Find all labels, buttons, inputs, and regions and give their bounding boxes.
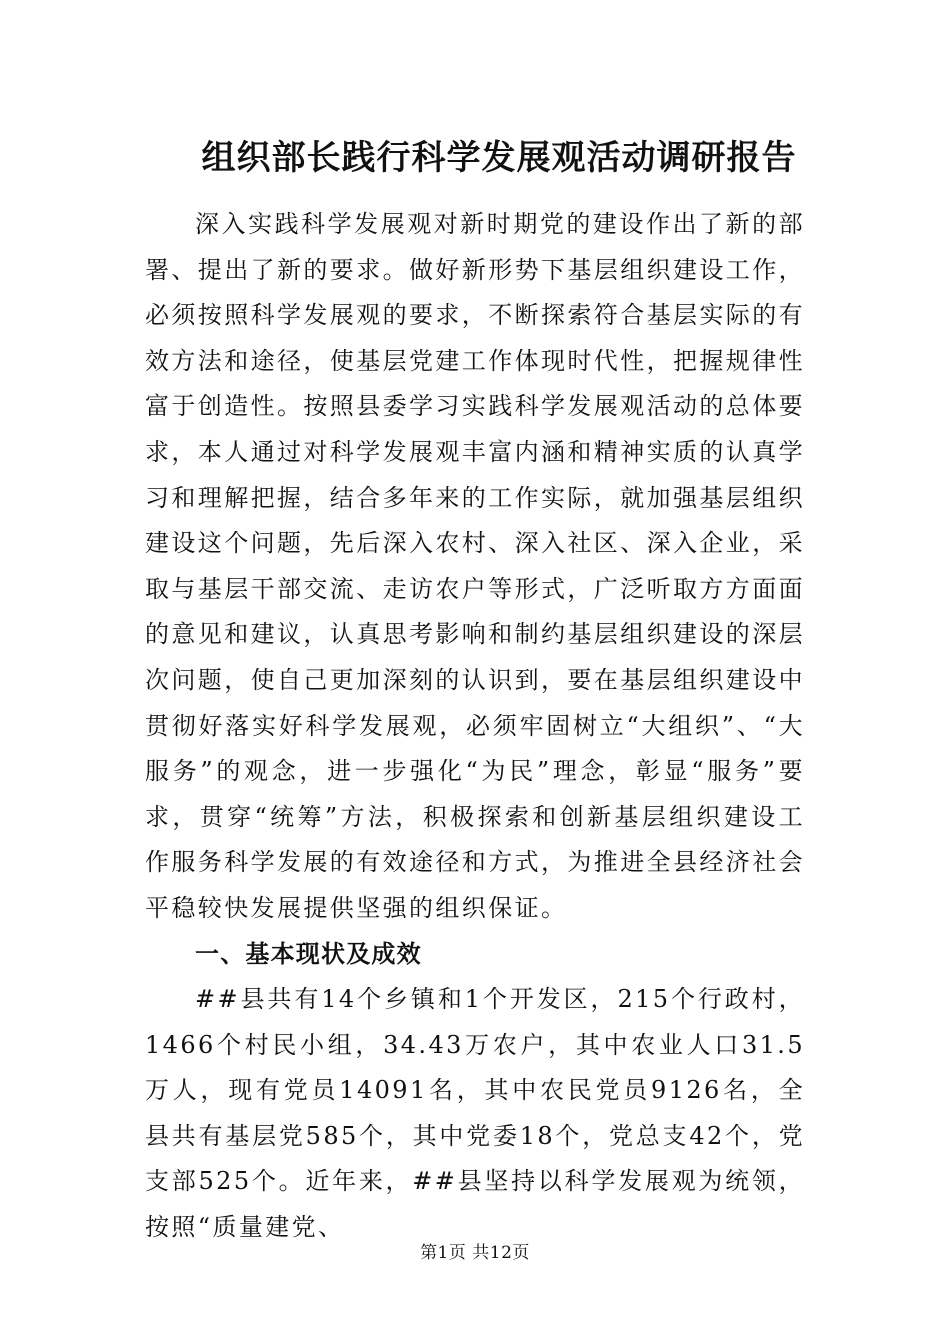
- section-paragraph: ##县共有14个乡镇和1个开发区，215个行政村，1466个村民小组，34.43万农户，其中农业人口31.5万人，现有党员14091名，其中农民党员9126名，全县共有基层党585个，其中党委18个，党总支42个，党支部525个。近年来，##县坚持以科学发展观为统领，按照“质量建党、: [145, 985, 805, 1242]
- section-heading: 一、基本现状及成效: [195, 939, 422, 968]
- page-number-footer: 第1页 共12页: [420, 1243, 530, 1263]
- document-body: [145, 202, 805, 1251]
- intro-paragraph: 深入实践科学发展观对新时期党的建设作出了新的部署、提出了新的要求。做好新形势下基层组织建设工作，必须按照科学发展观的要求，不断探索符合基层实际的有效方法和途径，使基层党建工作体现时代性，把握规律性富于创造性。按照县委学习实践科学发展观活动的总体要求，本人通过对科学发展观丰富内涵和精神实质的认真学习和理解把握，结合多年来的工作实际，就加强基层组织建设这个问题，先后深入农村、深入社区、深入企业，采取与基层干部交流、走访农户等形式，广泛听取方方面面的意见和建议，认真思考影响和制约基层组织建设的深层次问题，使自己更加深刻的认识到，要在基层组织建设中贯彻好落实好科学发展观，必须牢固树立“大组织”、“大服务”的观念，进一步强化“为民”理念，彰显“服务”要求，贯穿“统筹”方法，积极探索和创新基层组织建设工作服务科学发展的有效途径和方式，为推进全县经济社会平稳较快发展提供坚强的组织保证。: [145, 210, 805, 922]
- document-title: 组织部长践行科学发展观活动调研报告: [201, 138, 797, 178]
